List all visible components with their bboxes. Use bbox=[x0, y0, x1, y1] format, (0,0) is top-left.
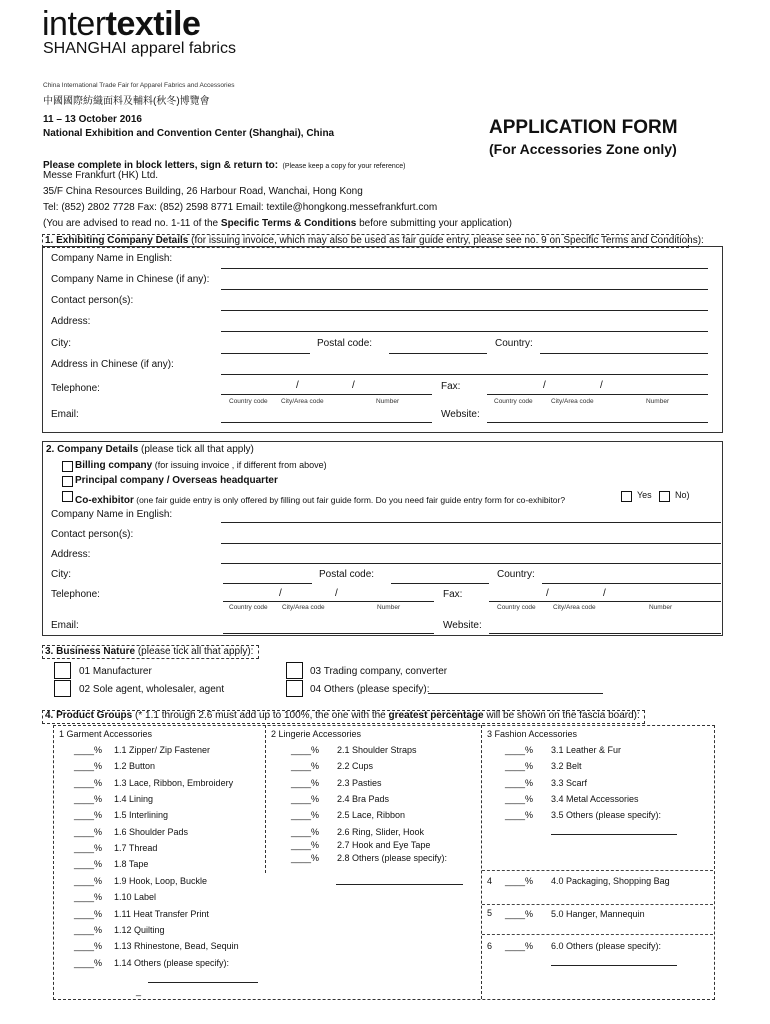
business-manufacturer: 01 Manufacturer bbox=[79, 666, 152, 677]
address-line-2: 35/F China Resources Building, 26 Harbour Road, Wanchai, Hong Kong bbox=[43, 186, 363, 197]
product-item-label: 1.9 Hook, Loop, Buckle bbox=[114, 875, 208, 886]
product-item-label: 1.2 Button bbox=[114, 761, 156, 772]
business-others: 04 Others (please specify): bbox=[310, 684, 430, 695]
label-postal-code: Postal code: bbox=[317, 338, 373, 349]
percent-field[interactable]: ____% bbox=[74, 875, 103, 886]
telephone-field[interactable] bbox=[221, 394, 432, 395]
label-website: Website: bbox=[441, 409, 480, 420]
instructions: Please complete in block letters, sign & return to: (Please keep a copy for your reference) bbox=[43, 160, 406, 171]
principal-company-label: Principal company / Overseas headquarter bbox=[75, 475, 278, 486]
fair-venue: National Exhibition and Convention Center (Shanghai), China bbox=[43, 128, 335, 139]
address-cn-field[interactable] bbox=[221, 374, 708, 375]
label-email: Email: bbox=[51, 409, 79, 420]
group-5-percent[interactable]: ____% bbox=[505, 909, 534, 919]
percent-field[interactable]: ____% bbox=[74, 859, 103, 870]
percent-field[interactable]: ____% bbox=[74, 892, 103, 903]
label-website: Website: bbox=[443, 620, 482, 631]
address-line-1: Messe Frankfurt (HK) Ltd. bbox=[43, 170, 159, 181]
slash: / bbox=[603, 588, 606, 599]
product-item-label: 2.4 Bra Pads bbox=[337, 794, 390, 805]
s2-postal-field[interactable] bbox=[391, 583, 489, 584]
guide-entry-no-checkbox[interactable] bbox=[659, 491, 670, 502]
slash: / bbox=[296, 380, 299, 391]
s2-address-field[interactable] bbox=[221, 563, 721, 564]
group-4-number: 4 bbox=[487, 876, 493, 886]
product-item-label: 1.4 Lining bbox=[114, 794, 154, 805]
group-4-label: 4.0 Packaging, Shopping Bag bbox=[551, 876, 670, 886]
product-item-label: 1.1 Zipper/ Zip Fastener bbox=[114, 745, 211, 755]
product-item-label: 3.4 Metal Accessories bbox=[551, 794, 639, 805]
percent-field[interactable]: ____% bbox=[74, 924, 103, 935]
caption-area-code: City/Area code bbox=[551, 398, 594, 405]
label-company-name-en: Company Name in English: bbox=[51, 253, 173, 264]
others-3-5-field[interactable] bbox=[551, 834, 677, 835]
email-field[interactable] bbox=[221, 422, 432, 423]
product-item-label: 1.5 Interlining bbox=[114, 810, 169, 821]
percent-field[interactable]: ____% bbox=[291, 810, 320, 821]
product-item-label: 1.6 Shoulder Pads bbox=[114, 826, 189, 837]
group-4-percent[interactable]: ____% bbox=[505, 876, 534, 886]
slash: / bbox=[279, 588, 282, 599]
label-email: Email: bbox=[51, 620, 79, 631]
group-6-label: 6.0 Others (please specify): bbox=[551, 941, 662, 951]
country-field[interactable] bbox=[540, 353, 708, 354]
underscore: _ bbox=[136, 986, 142, 996]
product-item-label: 3.5 Others (please specify): bbox=[551, 810, 662, 821]
co-exhibitor-checkbox[interactable] bbox=[62, 491, 73, 502]
label-city: City: bbox=[51, 338, 71, 349]
group-6-percent[interactable]: ____% bbox=[505, 941, 534, 951]
caption-number: Number bbox=[649, 604, 673, 611]
product-item-label: 2.3 Pasties bbox=[337, 777, 382, 788]
group-6-number: 6 bbox=[487, 941, 493, 951]
label-address: Address: bbox=[51, 316, 91, 327]
product-item-label: 1.7 Thread bbox=[114, 843, 158, 854]
product-item-label: 1.14 Others (please specify): bbox=[114, 957, 230, 968]
percent-field[interactable]: ____% bbox=[505, 794, 534, 805]
s2-telephone-field[interactable] bbox=[223, 601, 434, 602]
caption-number: Number bbox=[646, 398, 670, 405]
caption-country-code: Country code bbox=[229, 398, 268, 405]
percent-field[interactable]: ____% bbox=[74, 908, 103, 919]
product-item-label: 3.3 Scarf bbox=[551, 777, 588, 788]
form-subtitle: (For Accessories Zone only) bbox=[489, 141, 677, 157]
fax-field[interactable] bbox=[487, 394, 708, 395]
intertextile-logo: intertextile bbox=[42, 5, 201, 43]
slash: / bbox=[335, 588, 338, 599]
percent-field[interactable]: ____% bbox=[291, 840, 320, 851]
group-5-number: 5 bbox=[487, 908, 493, 918]
label-fax: Fax: bbox=[443, 589, 463, 600]
percent-field[interactable]: ____% bbox=[74, 794, 103, 805]
percent-field[interactable]: ____% bbox=[291, 745, 320, 755]
section-4-heading: 4. Product Groups (* 1.1 through 2.6 must add up to 100%, the one with the greatest percentage will be shown on the fascia board): bbox=[45, 710, 640, 721]
contact-person-field[interactable] bbox=[221, 310, 708, 311]
label-postal-code: Postal code: bbox=[319, 569, 375, 580]
percent-field[interactable]: ____% bbox=[505, 745, 534, 755]
percent-field[interactable]: ____% bbox=[74, 777, 103, 788]
s2-contact-field[interactable] bbox=[221, 543, 721, 544]
co-exhibitor-label: Co-exhibitor (one fair guide entry is only offered by filling out fair guide form. Do you need fair guide entry form for co-exhibitor? bbox=[75, 495, 566, 506]
s2-company-name-field[interactable] bbox=[221, 522, 721, 523]
label-company-name-cn: Company Name in Chinese (if any): bbox=[51, 274, 210, 285]
percent-field[interactable]: ____% bbox=[74, 761, 103, 772]
product-item-label: 3.2 Belt bbox=[551, 761, 582, 772]
percent-field[interactable]: ____% bbox=[74, 826, 103, 837]
percent-field[interactable]: ____% bbox=[74, 843, 103, 854]
caption-country-code: Country code bbox=[229, 604, 268, 611]
label-country: Country: bbox=[497, 569, 535, 580]
business-trading: 03 Trading company, converter bbox=[310, 666, 448, 677]
product-item-label: 1.10 Label bbox=[114, 892, 157, 903]
no-label: No) bbox=[675, 490, 690, 500]
slash: / bbox=[600, 380, 603, 391]
s2-city-field[interactable] bbox=[223, 583, 312, 584]
others-checkbox[interactable] bbox=[286, 680, 303, 697]
label-fax: Fax: bbox=[441, 381, 461, 392]
product-item-label: 1.12 Quilting bbox=[114, 924, 165, 935]
product-item-label: 1.3 Lace, Ribbon, Embroidery bbox=[114, 777, 234, 788]
s2-country-field[interactable] bbox=[542, 583, 721, 584]
slash: / bbox=[352, 380, 355, 391]
form-title: APPLICATION FORM bbox=[489, 117, 678, 138]
column-divider bbox=[265, 725, 266, 873]
business-agent: 02 Sole agent, wholesaler, agent bbox=[79, 684, 225, 695]
contact-line: Tel: (852) 2802 7728 Fax: (852) 2598 8771 Email: textile@hongkong.messefrankfurt.com bbox=[43, 202, 438, 213]
caption-area-code: City/Area code bbox=[281, 398, 324, 405]
business-others-field[interactable] bbox=[428, 693, 603, 694]
group-1-title: 1 Garment Accessories bbox=[59, 729, 153, 739]
section-2-heading: 2. Company Details (please tick all that apply) bbox=[46, 444, 254, 455]
percent-field[interactable]: ____% bbox=[74, 810, 103, 821]
percent-field[interactable]: ____% bbox=[505, 761, 534, 772]
product-item-label: 2.6 Ring, Slider, Hook bbox=[337, 826, 425, 837]
label-contact-person: Contact person(s): bbox=[51, 529, 134, 540]
group-2-title: 2 Lingerie Accessories bbox=[271, 729, 362, 739]
label-country: Country: bbox=[495, 338, 533, 349]
percent-field[interactable]: ____% bbox=[74, 745, 103, 755]
percent-field[interactable]: ____% bbox=[74, 957, 103, 968]
percent-field[interactable]: ____% bbox=[74, 941, 103, 952]
product-item-label: 1.13 Rhinestone, Bead, Sequin bbox=[114, 941, 239, 952]
product-item-label: 2.5 Lace, Ribbon bbox=[337, 810, 406, 821]
caption-country-code: Country code bbox=[497, 604, 536, 611]
principal-company-checkbox[interactable] bbox=[62, 476, 73, 487]
address-field[interactable] bbox=[221, 331, 708, 332]
slash: / bbox=[543, 380, 546, 391]
group-5-label: 5.0 Hanger, Mannequin bbox=[551, 909, 645, 919]
manufacturer-checkbox[interactable] bbox=[54, 662, 71, 679]
billing-company-label: Billing company (for issuing invoice , if different from above) bbox=[75, 460, 327, 471]
label-address-cn: Address in Chinese (if any): bbox=[51, 359, 174, 370]
row-divider bbox=[482, 904, 713, 905]
percent-field[interactable]: ____% bbox=[291, 794, 320, 805]
s2-website-field[interactable] bbox=[489, 633, 721, 634]
trading-company-checkbox[interactable] bbox=[286, 662, 303, 679]
others-2-8-field[interactable] bbox=[336, 884, 463, 885]
fair-dates: 11 – 13 October 2016 bbox=[43, 114, 142, 125]
label-telephone: Telephone: bbox=[51, 589, 100, 600]
section-1-heading: 1. Exhibiting Company Details (for issuing invoice, which may also be used as fair guide entry, please see no. 9 on Specific Terms and Conditions): bbox=[45, 235, 704, 246]
others-1-14-field[interactable] bbox=[148, 982, 258, 983]
city-field[interactable] bbox=[221, 353, 310, 354]
percent-field[interactable]: ____% bbox=[291, 777, 320, 788]
label-contact-person: Contact person(s): bbox=[51, 295, 134, 306]
product-item-label: 1.11 Heat Transfer Print bbox=[114, 908, 209, 919]
percent-field[interactable]: ____% bbox=[505, 810, 534, 821]
row-divider bbox=[482, 870, 713, 871]
company-name-en-field[interactable] bbox=[221, 268, 708, 269]
product-item-label: 1.8 Tape bbox=[114, 859, 149, 870]
percent-field[interactable]: ____% bbox=[505, 777, 534, 788]
others-6-0-field[interactable] bbox=[551, 965, 677, 966]
yes-label: Yes bbox=[637, 490, 652, 500]
caption-country-code: Country code bbox=[494, 398, 533, 405]
row-divider bbox=[482, 934, 713, 935]
percent-field[interactable]: ____% bbox=[291, 761, 320, 772]
product-item-label: 3.1 Leather & Fur bbox=[551, 745, 622, 755]
label-city: City: bbox=[51, 569, 71, 580]
website-field[interactable] bbox=[487, 422, 708, 423]
company-name-cn-field[interactable] bbox=[221, 289, 708, 290]
logo-subtitle: SHANGHAI apparel fabrics bbox=[43, 40, 236, 57]
percent-field[interactable]: ____% bbox=[291, 826, 320, 837]
s2-email-field[interactable] bbox=[223, 633, 434, 634]
section-3-heading: 3. Business Nature (please tick all that apply): bbox=[45, 646, 254, 657]
product-item-label: 2.1 Shoulder Straps bbox=[337, 745, 417, 755]
label-address: Address: bbox=[51, 549, 91, 560]
agent-checkbox[interactable] bbox=[54, 680, 71, 697]
caption-area-code: City/Area code bbox=[282, 604, 325, 611]
product-item-label: 2.7 Hook and Eye Tape bbox=[337, 840, 431, 851]
caption-number: Number bbox=[376, 398, 400, 405]
fair-name-cn: 中國國際紡織面料及輔料(秋冬)博覽會 bbox=[43, 96, 210, 107]
advice-line: (You are advised to read no. 1-11 of the Specific Terms & Conditions before submitting your application) bbox=[43, 218, 512, 229]
postal-code-field[interactable] bbox=[389, 353, 487, 354]
billing-company-checkbox[interactable] bbox=[62, 461, 73, 472]
column-divider bbox=[481, 725, 482, 999]
product-item-label: 2.8 Others (please specify): bbox=[337, 853, 448, 864]
caption-number: Number bbox=[377, 604, 401, 611]
label-company-name-en: Company Name in English: bbox=[51, 509, 173, 520]
percent-field[interactable]: ____% bbox=[291, 853, 320, 864]
caption-area-code: City/Area code bbox=[553, 604, 596, 611]
s2-fax-field[interactable] bbox=[489, 601, 721, 602]
product-item-label: 2.2 Cups bbox=[337, 761, 374, 772]
fair-name-en: China International Trade Fair for Apparel Fabrics and Accessories bbox=[43, 82, 235, 89]
guide-entry-yes-checkbox[interactable] bbox=[621, 491, 632, 502]
label-telephone: Telephone: bbox=[51, 383, 100, 394]
group-3-title: 3 Fashion Accessories bbox=[487, 729, 578, 739]
slash: / bbox=[546, 588, 549, 599]
